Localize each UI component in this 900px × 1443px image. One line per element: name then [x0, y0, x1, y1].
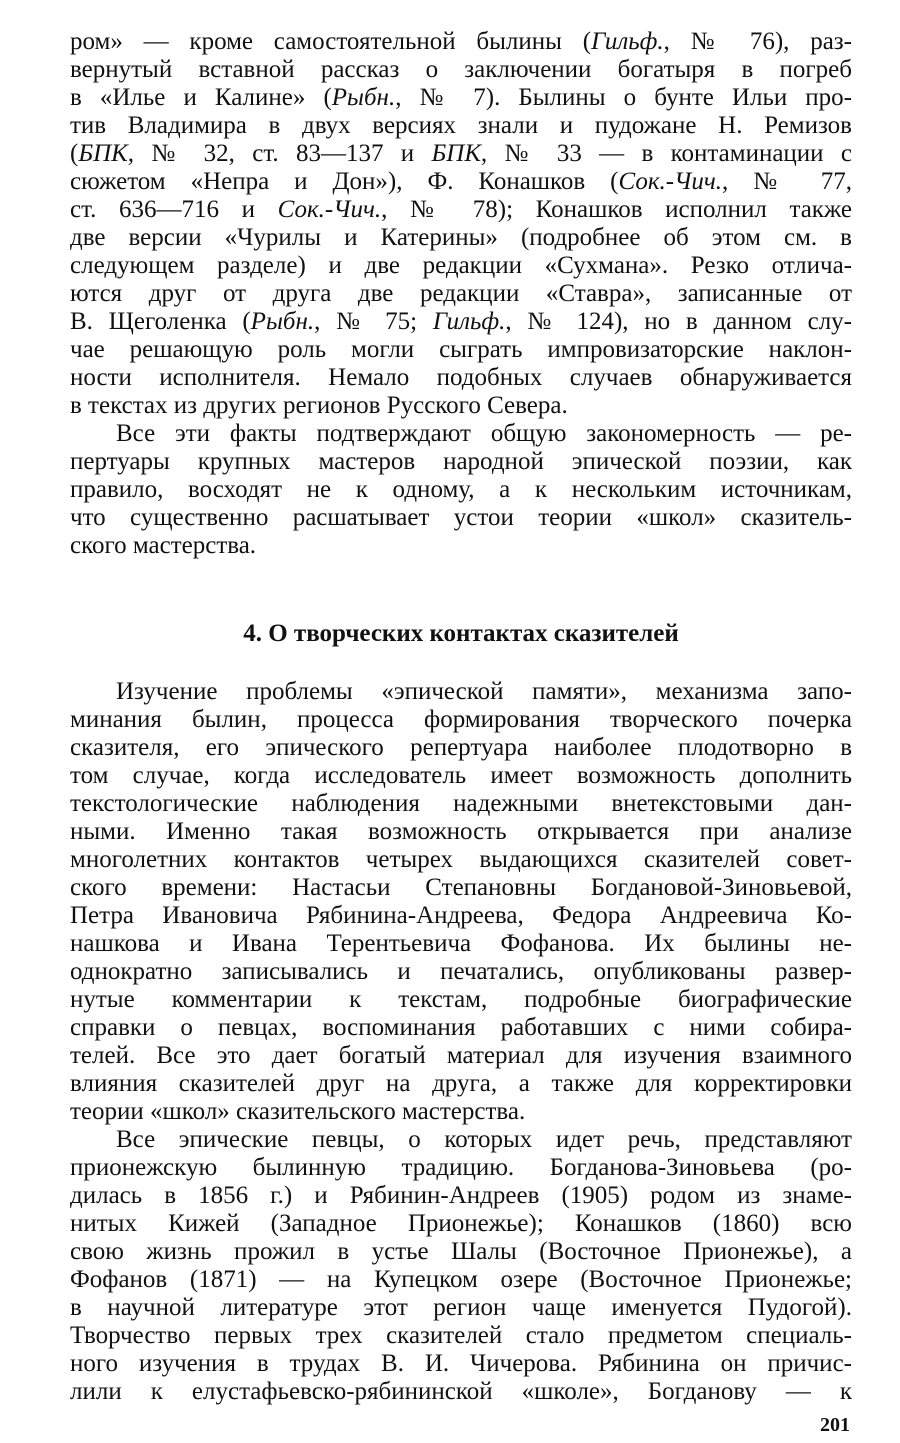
text-line — [70, 762, 852, 790]
text-segment: , № 76), раз- — [663, 28, 852, 55]
text-segment: вернутый вставной рассказ о заключении богатыря в погреб — [70, 56, 852, 83]
text-line — [70, 790, 852, 818]
text-segment: в «Илье и Калине» ( — [70, 84, 332, 111]
text-segment: Творчество первых трех сказителей стало предметом специаль- — [70, 1322, 852, 1349]
text-line — [70, 678, 852, 706]
text-line — [70, 56, 852, 84]
text-segment: Фофанов (1871) — на Купецком озере (Восточное Прионежье; — [70, 1266, 852, 1293]
text-segment: в текстах из других регионов Русского Севера. — [70, 392, 568, 419]
text-segment: влияния сказителей друг на друга, а также для корректировки — [70, 1070, 852, 1097]
text-line — [70, 986, 852, 1014]
text-line — [70, 1154, 852, 1182]
italic-citation: БПК, — [78, 140, 134, 167]
text-line — [70, 818, 852, 846]
italic-citation: Гильф. — [591, 28, 664, 55]
text-line — [70, 364, 852, 392]
text-segment: ( — [70, 140, 79, 167]
text-segment: минания былин, процесса формирования творческого почерка — [70, 706, 852, 733]
italic-citation: Рыбн. — [250, 308, 315, 335]
text-segment: нашкова и Ивана Терентьевича Фофанова. Их былины не- — [70, 930, 852, 957]
text-line — [70, 168, 852, 196]
text-line — [70, 252, 852, 280]
italic-citation: Сок.-Чич. — [618, 168, 723, 195]
text-line — [70, 706, 852, 734]
text-segment: № 32, ст. 83—137 и — [133, 140, 432, 167]
text-segment: две версии «Чурилы и Катерины» (подробнее об этом см. в — [70, 224, 852, 251]
text-line — [70, 1210, 852, 1238]
text-line — [70, 336, 852, 364]
text-segment: теории «школ» сказительского мастерства. — [70, 1098, 526, 1125]
text-line — [70, 280, 852, 308]
text-segment: следующем разделе) и две редакции «Сухмана». Резко отлича- — [70, 252, 852, 279]
text-segment: телей. Все это дает богатый материал для изучения взаимного — [70, 1042, 852, 1069]
paragraph — [70, 420, 852, 560]
text-line — [70, 1042, 852, 1070]
text-segment: в научной литературе этот регион чаще именуется Пудогой). — [70, 1294, 852, 1321]
text-segment: Все эти факты подтверждают общую закономерность — ре- — [116, 420, 852, 447]
text-segment: ности исполнителя. Немало подобных случаев обнаруживается — [70, 364, 852, 391]
italic-citation: Сок.-Чич. — [277, 196, 382, 223]
text-line — [70, 504, 852, 532]
text-line — [70, 1378, 852, 1406]
text-line — [70, 1182, 852, 1210]
text-segment: , № 7). Былины о бунте Ильи про- — [395, 84, 853, 111]
text-line — [70, 1238, 852, 1266]
text-line — [70, 1014, 852, 1042]
text-segment: № 33 — в контаминации с — [487, 140, 852, 167]
text-segment: тив Владимира в двух версиях знали и пудожане Н. Ремизов — [70, 112, 852, 139]
text-segment: ром» — кроме самостоятельной былины ( — [70, 28, 592, 55]
text-segment: том случае, когда исследователь имеет возможность дополнить — [70, 762, 852, 789]
paragraph — [70, 1126, 852, 1406]
text-segment: ст. 636—716 и — [70, 196, 278, 223]
paragraph — [70, 678, 852, 1126]
text-line — [70, 846, 852, 874]
page-body — [70, 28, 852, 1406]
text-line — [70, 140, 852, 168]
text-segment: ются друг от друга две редакции «Ставра», записанные от — [70, 280, 852, 307]
text-line — [70, 448, 852, 476]
text-line — [70, 1266, 852, 1294]
text-segment: , № 75; — [314, 308, 433, 335]
text-segment: чае решающую роль могли сыграть импровизаторские наклон- — [70, 336, 852, 363]
text-segment: пертуары крупных мастеров народной эпической поэзии, как — [70, 448, 852, 475]
text-line — [70, 930, 852, 958]
section-heading: 4. О творческих контактах сказителей — [243, 620, 679, 647]
text-segment: , № 78); Конашков исполнил также — [381, 196, 852, 223]
text-segment: , № 124), но в данном слу- — [505, 308, 852, 335]
page-number: 201 — [820, 1414, 850, 1436]
text-line — [70, 224, 852, 252]
text-segment: ского времени: Настасьи Степановны Богдановой-Зиновьевой, — [70, 874, 852, 901]
text-line — [70, 28, 852, 56]
text-line — [70, 112, 852, 140]
text-segment: Петра Ивановича Рябинина-Андреева, Федора Андреевича Ко- — [70, 902, 852, 929]
text-segment: Все эпические певцы, о которых идет речь, представляют — [116, 1126, 852, 1153]
text-segment: ными. Именно такая возможность открывается при анализе — [70, 818, 852, 845]
text-line — [70, 1350, 852, 1378]
text-segment: свою жизнь прожил в устье Шалы (Восточное Прионежье), а — [70, 1238, 852, 1265]
text-segment: прионежскую былинную традицию. Богданова-Зиновьева (ро- — [70, 1154, 852, 1181]
paragraph — [70, 28, 852, 420]
text-line — [70, 532, 852, 560]
text-line — [70, 874, 852, 902]
italic-citation: Рыбн. — [331, 84, 396, 111]
text-segment: справки о певцах, воспоминания работавших с ними собира- — [70, 1014, 852, 1041]
text-line — [70, 1294, 852, 1322]
text-segment: ского мастерства. — [70, 532, 257, 559]
text-segment: дилась в 1856 г.) и Рябинин-Андреев (1905) родом из знаме- — [70, 1182, 852, 1209]
text-line — [70, 734, 852, 762]
text-segment: нитых Кижей (Западное Прионежье); Конашков (1860) всю — [70, 1210, 852, 1237]
text-line — [70, 476, 852, 504]
text-segment: В. Щеголенка ( — [70, 308, 251, 335]
text-segment: , № 77, — [722, 168, 852, 195]
text-segment: Изучение проблемы «эпической памяти», механизма запо- — [116, 678, 852, 705]
text-line — [70, 1098, 852, 1126]
text-segment: ного изучения в трудах В. И. Чичерова. Рябинина он причис- — [70, 1350, 852, 1377]
text-segment: однократно записывались и печатались, опубликованы развер- — [70, 958, 852, 985]
text-segment: что существенно расшатывает устои теории «школ» сказитель- — [70, 504, 852, 531]
italic-citation: Гильф. — [432, 308, 506, 335]
text-line — [70, 1322, 852, 1350]
text-line — [70, 420, 852, 448]
text-segment: текстологические наблюдения надежными внетекстовыми дан- — [70, 790, 852, 817]
italic-citation: БПК, — [431, 140, 488, 167]
text-segment: правило, восходят не к одному, а к нескольким источникам, — [70, 476, 852, 503]
section-before-heading — [70, 28, 852, 560]
text-segment: лили к елустафьевско-рябининской «школе», Богданову — к — [70, 1378, 852, 1405]
text-segment: сказителя, его эпического репертуара наиболее плодотворно в — [70, 734, 852, 761]
text-line — [70, 84, 852, 112]
section-after-heading — [70, 678, 852, 1406]
text-line — [70, 902, 852, 930]
text-line — [70, 1126, 852, 1154]
text-line — [70, 392, 852, 420]
text-line — [70, 1070, 852, 1098]
text-segment: сюжетом «Непра и Дон»), Ф. Конашков ( — [70, 168, 619, 195]
text-line — [70, 308, 852, 336]
text-line — [70, 196, 852, 224]
text-line — [70, 958, 852, 986]
text-segment: многолетних контактов четырех выдающихся сказителей совет- — [70, 846, 852, 873]
text-segment: нутые комментарии к текстам, подробные биографические — [70, 986, 852, 1013]
